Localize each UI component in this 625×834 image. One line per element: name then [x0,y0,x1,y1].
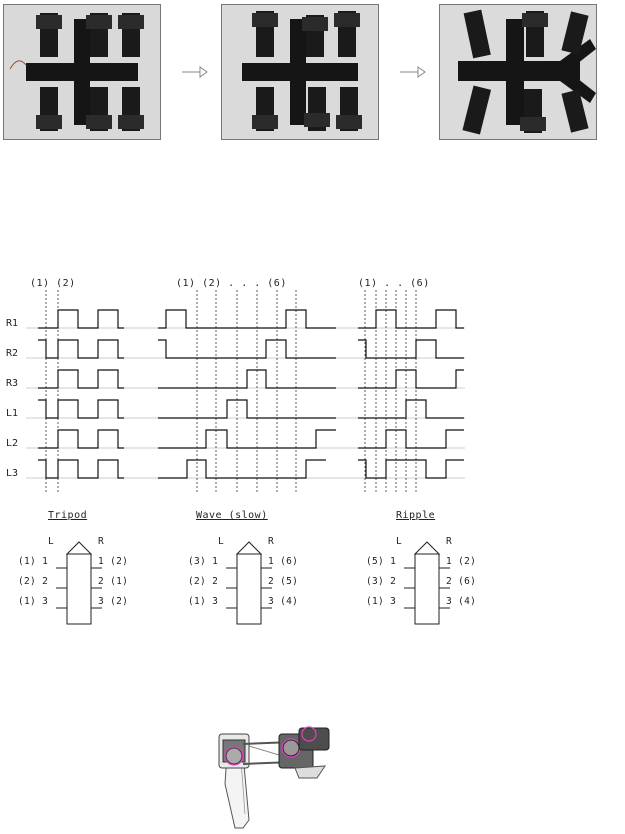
leg-number: 1 [268,556,275,567]
right-arrow-icon [182,66,208,78]
phase: (3) [366,576,385,587]
row-label-l1: L1 [6,408,19,419]
gait-title-tripod: Tripod [48,510,88,521]
leg-number: 3 [446,596,453,607]
tripod-l2 [38,430,124,448]
phase-separators [46,290,416,492]
phase: (6) [280,556,299,567]
phase: (2) [110,556,129,567]
leg-number: 2 [98,576,105,587]
leg-connectors [364,536,514,626]
ripple-l3 [358,460,464,478]
leg-number: 1 [98,556,105,567]
leg-number: 1 [446,556,453,567]
wave-l2 [158,430,336,448]
right-header: R [98,536,105,547]
phase: (1) [18,556,37,567]
phase: (4) [280,596,299,607]
ripple-l1 [358,400,464,418]
ripple-phase-label: (1) . . (6) [358,278,430,289]
wave-phase-label: (1) (2) . . . (6) [176,278,287,289]
row-label-l3: L3 [6,468,19,479]
wave-r3 [158,370,336,388]
row-label-r3: R3 [6,378,19,389]
leg-number: 3 [268,596,275,607]
ripple-l2 [358,430,464,448]
gait-timing-diagram [0,270,625,500]
leg-number: 1 [390,556,397,567]
wave-l3 [158,460,326,478]
phase: (1) [110,576,129,587]
left-header: L [218,536,225,547]
leg-number: 2 [390,576,397,587]
leg-number: 2 [212,576,219,587]
hexapod-robot-photo [440,5,596,139]
tripod-r3 [38,370,124,388]
robot-leg-illustration [213,724,338,832]
row-label-r2: R2 [6,348,19,359]
leg-number: 1 [212,556,219,567]
right-header: R [446,536,453,547]
robot-photo-3 [439,4,597,140]
phase: (1) [366,596,385,607]
phase: (2) [18,576,37,587]
ripple-r2 [358,340,464,358]
ripple-r1 [358,310,464,328]
tripod-r2 [38,340,124,358]
tripod-phase-label: (1) (2) [30,278,76,289]
robot-photo-1 [3,4,161,140]
hexapod-robot-photo [222,5,378,139]
leg-number: 2 [42,576,49,587]
body-diagram-wave [186,536,336,626]
leg-number: 2 [446,576,453,587]
right-arrow-icon [400,66,426,78]
row-label-l2: L2 [6,438,19,449]
right-header: R [268,536,275,547]
phase: (5) [280,576,299,587]
tripod-l1 [38,400,124,418]
phase: (2) [110,596,129,607]
gait-title-wave: Wave (slow) [196,510,268,521]
hexapod-robot-photo [4,5,160,139]
timing-gridlines [26,328,465,478]
phase: (3) [188,556,207,567]
wave-l1 [158,400,336,418]
robot-photo-2 [221,4,379,140]
wave-r1 [158,310,336,328]
leg-number: 3 [42,596,49,607]
leg-number: 3 [212,596,219,607]
leg-number: 2 [268,576,275,587]
row-label-r1: R1 [6,318,19,329]
leg-connectors [186,536,336,626]
tripod-l3 [38,460,124,478]
leg-number: 1 [42,556,49,567]
wave-r2 [158,340,336,358]
tripod-r1 [38,310,124,328]
left-header: L [48,536,55,547]
waveform-traces [38,310,464,478]
leg-connectors [16,536,166,626]
phase: (2) [188,576,207,587]
gait-title-ripple: Ripple [396,510,436,521]
ripple-r3 [358,370,464,388]
leg-number: 3 [390,596,397,607]
leg-number: 3 [98,596,105,607]
phase: (6) [458,576,477,587]
phase: (1) [18,596,37,607]
left-header: L [396,536,403,547]
phase: (4) [458,596,477,607]
body-diagram-tripod [16,536,166,626]
phase: (1) [188,596,207,607]
body-diagram-ripple [364,536,514,626]
phase: (2) [458,556,477,567]
phase: (5) [366,556,385,567]
